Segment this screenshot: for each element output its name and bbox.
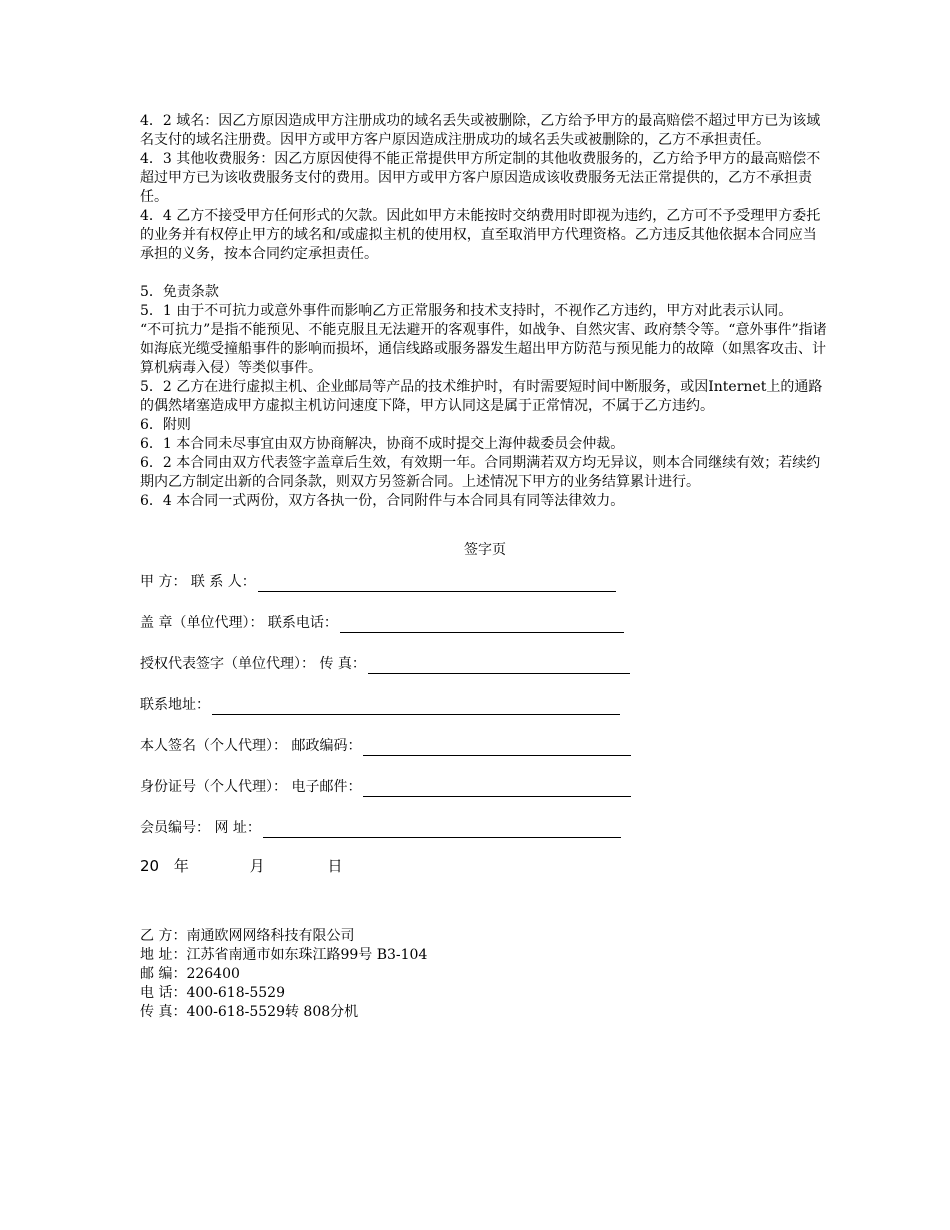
signature-line-contact (140, 570, 830, 592)
signature-line-personal (140, 734, 830, 756)
signature-line-member (140, 816, 830, 838)
signature-page-title: 签字页 (464, 542, 506, 558)
contract-page (140, 112, 830, 1022)
signature-label: 甲 方： 联 系 人： (140, 574, 256, 590)
signature-label: 身份证号（个人代理）： 电子邮件： (140, 779, 362, 795)
force-majeure-definition: “不可抗力”是指不能预见、不能克服且无法避开的客观事件，如战争、自然灾害、政府禁令等。“意外事件”指诸如海底光缆受撞船事件的影响而损坏，通信线路或服务器发生超出甲方防范与预见能力的故障（如黑客攻击、计算机病毒入侵）等类似事件。 (140, 322, 827, 376)
blank-line[interactable] (363, 780, 631, 797)
blank-line[interactable] (263, 821, 621, 838)
party-b-phone: 电 话：400-618-5529 (140, 985, 285, 1001)
party-b-name: 乙 方：南通欧网网络科技有限公司 (140, 928, 355, 944)
signature-label: 会员编号： 网 址： (140, 820, 261, 836)
clause-4-2: 4．2 域名：因乙方原因造成甲方注册成功的域名丢失或被删除，乙方给予甲方的最高赔偿不超过甲方已为该域名支付的域名注册费。因甲方或甲方客户原因造成注册成功的域名丢失或被删除的，乙方不承担责任。 (140, 113, 821, 148)
clause-6-4: 6．4 本合同一式两份，双方各执一份，合同附件与本合同具有同等法律效力。 (140, 493, 625, 509)
year-prefix: 20 (140, 857, 160, 875)
clause-5-2: 5．2 乙方在进行虚拟主机、企业邮局等产品的技术维护时，有时需要短时间中断服务，或因Internet上的通路的偶然堵塞造成甲方虚拟主机访问速度下降，甲方认同这是属于正常情况，不属于乙方违约。 (140, 379, 823, 414)
blank-line[interactable] (212, 698, 620, 715)
signature-line-seal (140, 611, 830, 633)
clause-4-4: 4．4 乙方不接受甲方任何形式的欠款。因此如甲方未能按时交纳费用时即视为违约，乙方可不予受理甲方委托的业务并有权停止甲方的域名和/或虚拟主机的使用权，直至取消甲方代理资格。乙方违反其他依据本合同应当承担的义务，按本合同约定承担责任。 (140, 208, 821, 262)
year-label: 年 (173, 857, 189, 875)
party-b-postcode: 邮 编：226400 (140, 966, 240, 982)
signature-line-address (140, 693, 830, 715)
blank-line[interactable] (368, 657, 630, 674)
section-6-heading: 6．附则 (140, 417, 191, 433)
party-b-fax: 传 真：400-618-5529转 808分机 (140, 1004, 359, 1020)
clause-4-3: 4．3 其他收费服务：因乙方原因使得不能正常提供甲方所定制的其他收费服务的，乙方给予甲方的最高赔偿不超过甲方已为该收费服务支付的费用。因甲方或甲方客户原因造成该收费服务无法正常提供的，乙方不承担责任。 (140, 151, 821, 205)
party-b-address: 地 址：江苏省南通市如东珠江路99号 B3-104 (140, 947, 428, 963)
signature-label: 授权代表签字（单位代理）： 传 真： (140, 656, 366, 672)
clause-6-1: 6．1 本合同未尽事宜由双方协商解决，协商不成时提交上海仲裁委员会仲裁。 (140, 436, 625, 452)
signature-label: 本人签名（个人代理）： 邮政编码： (140, 738, 362, 754)
blank-line[interactable] (258, 575, 616, 592)
clause-6-2: 6．2 本合同由双方代表签字盖章后生效，有效期一年。合同期满若双方均无异议，则本合同继续有效；若续约期内乙方制定出新的合同条款，则双方另签新合同。上述情况下甲方的业务结算累计进行。 (140, 455, 821, 490)
party-b-info (140, 927, 830, 1022)
blank-line[interactable] (340, 616, 624, 633)
date-row (140, 857, 830, 879)
signature-label: 联系地址： (140, 697, 210, 713)
signature-line-authorized (140, 652, 830, 674)
clause-5-1: 5．1 由于不可抗力或意外事件而影响乙方正常服务和技术支持时，不视作乙方违约，甲方对此表示认同。 (140, 303, 793, 319)
signature-line-id (140, 775, 830, 797)
section-5-heading: 5．免责条款 (140, 284, 219, 300)
day-label: 日 (327, 857, 343, 875)
signature-label: 盖 章（单位代理）： 联系电话： (140, 615, 338, 631)
month-label: 月 (249, 857, 265, 875)
blank-line[interactable] (363, 739, 631, 756)
